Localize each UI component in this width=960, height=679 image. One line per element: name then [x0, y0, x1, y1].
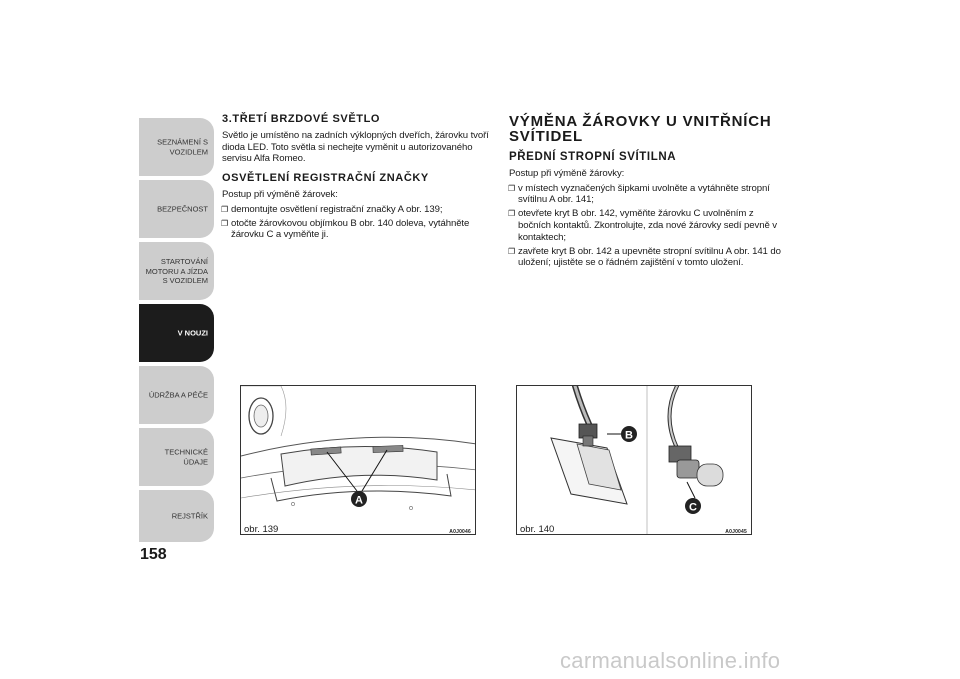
sidebar-tab-v-nouzi[interactable] [139, 304, 214, 362]
figure-caption: obr. 140 [520, 524, 555, 535]
figure-140 [516, 385, 752, 535]
section-intro: Postup při výměně žárovky: [509, 167, 625, 179]
right-column [509, 114, 781, 271]
list-item: ❐ v místech vyznačených šipkami uvolněte a vytáhněte stropní svítilnu A obr. 141; [509, 183, 781, 207]
section-title: 3.TŘETÍ BRZDOVÉ SVĚTLO [222, 113, 381, 125]
list-item: ❐ otočte žárovkovou objímkou B obr. 140 doleva, vytáhněte žárovku C a vyměňte ji. [222, 218, 494, 242]
sidebar-tab-label: REJSTŘÍK [171, 511, 208, 521]
figure-label-a: A [355, 494, 363, 507]
sidebar-tab-label: V NOUZI [177, 328, 208, 338]
section-title: OSVĚTLENÍ REGISTRAČNÍ ZNAČKY [222, 172, 429, 185]
sidebar-tab-label: BEZPEČNOST [157, 204, 208, 214]
sidebar-tab-label: STARTOVÁNÍ MOTORU A JÍZDA S VOZIDLEM [145, 256, 208, 285]
left-column [222, 114, 494, 243]
sidebar-tab-label: TECHNICKÉ ÚDAJE [164, 447, 208, 466]
figure-139 [240, 385, 476, 535]
sidebar-tab-label: SEZNÁMENÍ S VOZIDLEM [157, 137, 208, 156]
bulb-socket-illustration [517, 386, 752, 535]
sidebar-tab-startovani[interactable] [139, 242, 214, 300]
steps-list [222, 204, 494, 241]
section-text: Světlo je umístěno na zadních výklopných dveřích, žárovku tvoří dioda LED. Toto světla si nechejte vyměnit u autorizovaného servisu Alfa Romeo. [222, 129, 489, 165]
figure-label-c: C [689, 501, 697, 514]
figure-label-b: B [625, 429, 633, 442]
section-intro: Postup při výměně žárovek: [222, 188, 338, 200]
watermark: carmanualsonline.info [560, 648, 781, 673]
list-item: ❐ otevřete kryt B obr. 142, vyměňte žárovku C uvolněním z bočních kontaktů. Zkontrolujte, zda nové žárovky sedí pevně v kontaktech; [509, 208, 781, 243]
list-item: ❐ demontujte osvětlení registrační značky A obr. 139; [222, 204, 494, 216]
sidebar-tab-seznameni[interactable] [139, 118, 214, 176]
list-item: ❐ zavřete kryt B obr. 142 a upevněte stropní svítilnu A obr. 141 do uložení; ujistěte se o řádném zajištění v tomto uložení. [509, 246, 781, 270]
figure-code: A0J0045 [725, 529, 747, 535]
license-plate-light-illustration [241, 386, 476, 535]
page-number: 158 [140, 546, 167, 563]
figure-caption: obr. 139 [244, 524, 279, 535]
sidebar-tab-udrzba[interactable] [139, 366, 214, 424]
section-heading: VÝMĚNA ŽÁROVKY U VNITŘNÍCH SVÍTIDEL [509, 113, 772, 145]
steps-list [509, 183, 781, 270]
section-subheading: PŘEDNÍ STROPNÍ SVÍTILNA [509, 151, 677, 163]
sidebar-tab-bezpecnost[interactable] [139, 180, 214, 238]
sidebar-tab-rejstrik[interactable] [139, 490, 214, 542]
figure-code: A0J0046 [449, 529, 471, 535]
sidebar-tab-technicke-udaje[interactable] [139, 428, 214, 486]
sidebar-tab-label: ÚDRŽBA A PÉČE [148, 390, 208, 400]
